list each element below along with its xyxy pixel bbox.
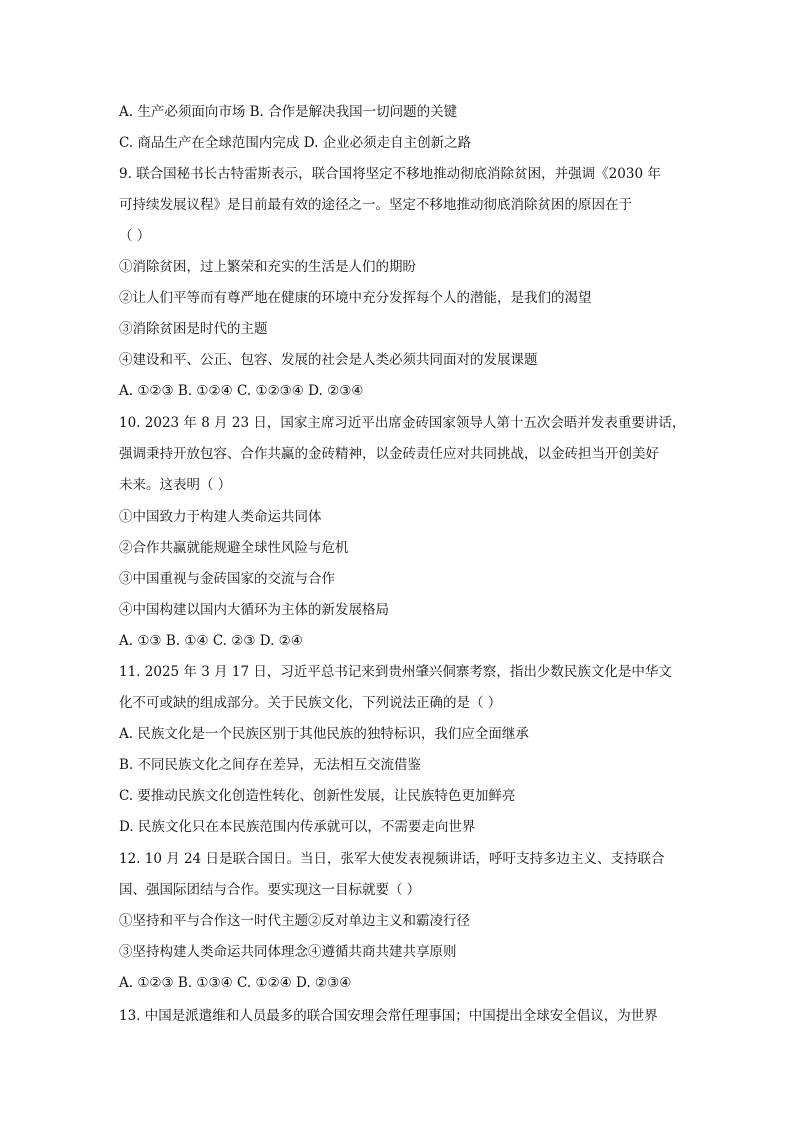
q8-options-cd: C. 商品生产在全球范围内完成 D. 企业必须走自主创新之路 — [119, 135, 472, 151]
q9-statement-1: ①消除贫困，过上繁荣和充实的生活是人们的期盼 — [119, 259, 416, 275]
q10-statement-4: ④中国构建以国内大循环为主体的新发展格局 — [119, 602, 389, 618]
q11-option-a: A. 民族文化是一个民族区别于其他民族的独特标识，我们应全面继承 — [119, 726, 529, 742]
q12-statements-3-4: ③坚持构建人类命运共同体理念④遵循共商共建共享原则 — [119, 944, 457, 960]
q11-stem-line-1: 11. 2025 年 3 月 17 日，习近平总书记来到贵州肇兴侗寨考察，指出少数民族文化是中华文 — [119, 664, 672, 680]
q9-statement-4: ④建设和平、公正、包容、发展的社会是人类必须共同面对的发展课题 — [119, 352, 538, 368]
q10-statement-3: ③中国重视与金砖国家的交流与合作 — [119, 571, 335, 587]
q9-statement-2: ②让人们平等而有尊严地在健康的环境中充分发挥每个人的潜能，是我们的渴望 — [119, 290, 592, 306]
q10-statement-2: ②合作共赢就能规避全球性风险与危机 — [119, 540, 349, 556]
q8-options-ab: A. 生产必须面向市场 B. 合作是解决我国一切问题的关键 — [119, 104, 458, 120]
q9-stem-line-2: 可持续发展议程》是目前最有效的途径之一。坚定不移地推动彻底消除贫困的原因在于 — [119, 197, 632, 213]
q10-options: A. ①③ B. ①④ C. ②③ D. ②④ — [119, 633, 303, 649]
q10-statement-1: ①中国致力于构建人类命运共同体 — [119, 509, 322, 525]
q11-option-b: B. 不同民族文化之间存在差异，无法相互交流借鉴 — [119, 757, 422, 773]
q12-stem-line-2: 国、强国际团结与合作。要实现这一目标就要（ ） — [119, 882, 421, 898]
q11-stem-line-2: 化不可或缺的组成部分。关于民族文化，下列说法正确的是（ ） — [119, 695, 502, 711]
q10-stem-line-1: 10. 2023 年 8 月 23 日，国家主席习近平出席金砖国家领导人第十五次会晤并发表重要讲话， — [119, 415, 686, 431]
q9-options: A. ①②③ B. ①②④ C. ①②③④ D. ②③④ — [119, 383, 364, 399]
q11-option-d: D. 民族文化只在本民族范围内传承就可以，不需要走向世界 — [119, 819, 476, 835]
q10-stem-line-3: 未来。这表明（ ） — [119, 477, 232, 493]
q9-stem-line-1: 9. 联合国秘书长古特雷斯表示，联合国将坚定不移地推动彻底消除贫困，并强调《2030 年 — [119, 166, 661, 182]
q10-stem-line-2: 强调秉持开放包容、合作共赢的金砖精神，以金砖责任应对共同挑战，以金砖担当开创美好 — [119, 446, 659, 462]
q9-statement-3: ③消除贫困是时代的主题 — [119, 321, 268, 337]
q9-answer-blank: （ ） — [119, 228, 151, 244]
q12-statements-1-2: ①坚持和平与合作这一时代主题②反对单边主义和霸凌行径 — [119, 913, 470, 929]
q12-stem-line-1: 12. 10 月 24 日是联合国日。当日，张军大使发表视频讲话，呼吁支持多边主义、支持联合 — [119, 851, 665, 867]
q12-options: A. ①②③ B. ①③④ C. ①②④ D. ②③④ — [119, 975, 352, 991]
q11-option-c: C. 要推动民族文化创造性转化、创新性发展，让民族特色更加鲜亮 — [119, 788, 516, 804]
q13-stem-line-1: 13. 中国是派遣维和人员最多的联合国安理会常任理事国；中国提出全球安全倡议，为世界 — [119, 1008, 658, 1024]
